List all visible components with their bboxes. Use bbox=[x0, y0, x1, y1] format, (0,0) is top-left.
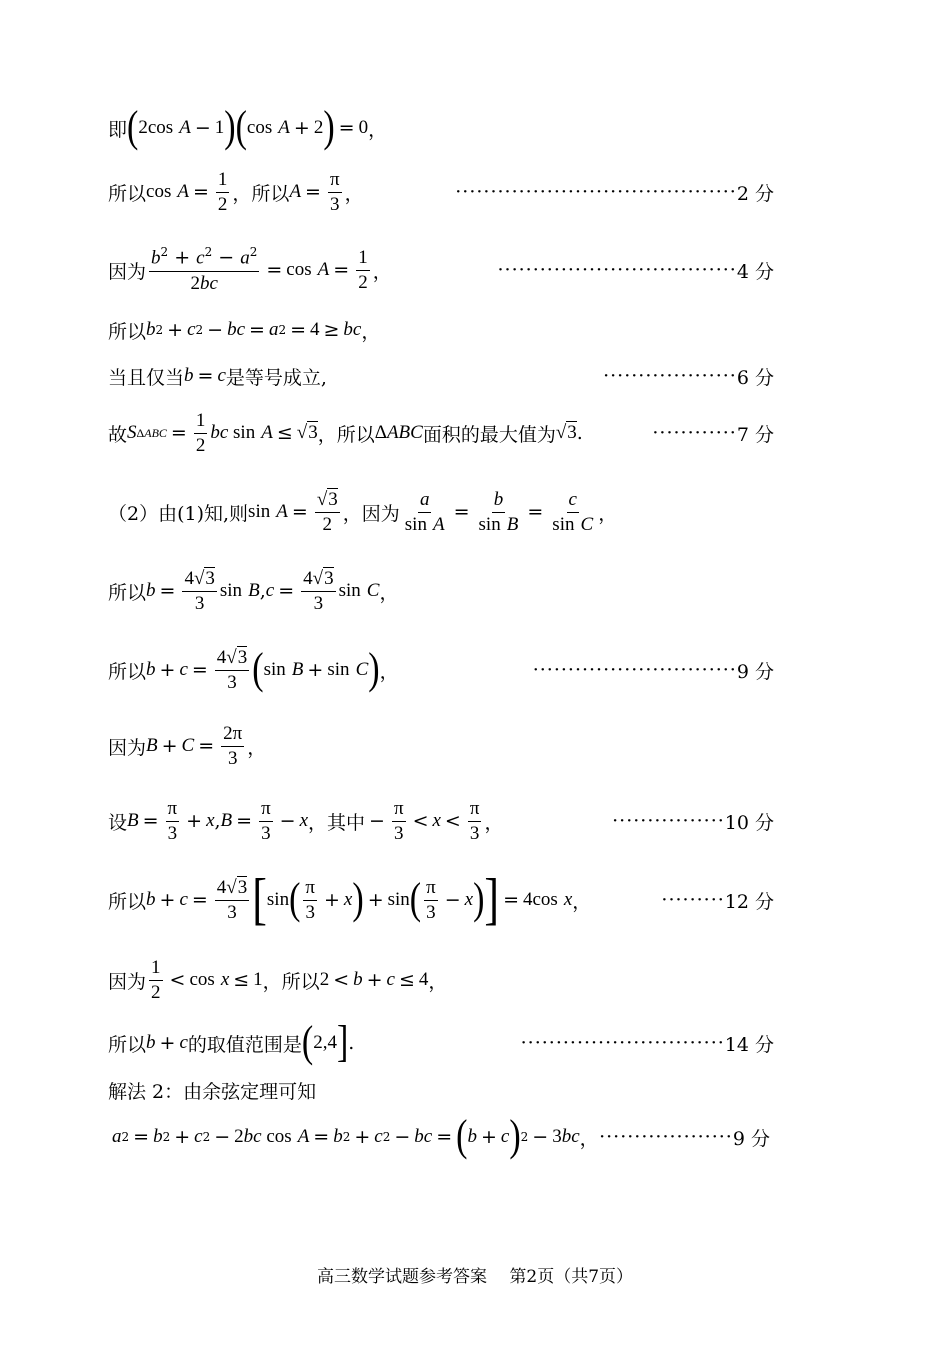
dots: ····························· bbox=[532, 659, 737, 681]
score-label: 6 分 bbox=[736, 366, 774, 389]
text: 即 bbox=[108, 118, 128, 141]
score-label: 9 分 bbox=[736, 660, 774, 683]
text: 所以 bbox=[108, 320, 147, 343]
text: 设 bbox=[108, 811, 128, 834]
score-label: 12 分 bbox=[724, 890, 774, 913]
dots: ····························· bbox=[520, 1032, 725, 1054]
score-11 bbox=[612, 791, 774, 851]
text: 因为 bbox=[108, 970, 147, 993]
text: 当且仅当 bbox=[108, 366, 185, 389]
dots: ········································ bbox=[455, 181, 737, 203]
text: 解法 2：由余弦定理可知 bbox=[108, 1080, 317, 1103]
score-16 bbox=[599, 1107, 770, 1167]
paren: ( bbox=[127, 103, 139, 152]
dots: ··················· bbox=[599, 1126, 733, 1148]
line-2: 所以 cos A = $\frac{1}{2}$ ，所以 A = $\frac{\pi}{3}$ ， bbox=[108, 168, 364, 215]
line-7: （2）由(1)知,则 sin A = $\frac{√3}{2}$ ，因为 $\frac{a}{\text{sin A}}$ = $\frac{b}{\text{sin B}}$ = $\frac{c}{\text{sin C}}$ ， bbox=[108, 488, 618, 535]
dots: ··················· bbox=[603, 365, 737, 387]
text: ，所以 bbox=[262, 970, 320, 993]
text: 的取值范围是 bbox=[187, 1033, 302, 1056]
text: 所以 bbox=[108, 182, 147, 205]
text: （2）由(1)知,则 bbox=[108, 502, 249, 525]
line-4: 所以 b 2 + c 2 − bc = a 2 = 4 ≥ bc ， bbox=[108, 300, 380, 360]
text: 是等号成立, bbox=[225, 366, 327, 389]
score-label: 4 分 bbox=[736, 260, 774, 283]
text: 故 bbox=[108, 423, 128, 446]
score-6 bbox=[652, 403, 774, 463]
line-11: 设 B = $\frac{\pi}{3}$ + x , B = $\frac{\pi}{3}$ − x ，其中 − $\frac{\pi}{3}$ < x < $\frac{\pi}{3}$ ， bbox=[108, 797, 504, 844]
score-9 bbox=[533, 640, 774, 700]
dots: ············ bbox=[652, 422, 737, 444]
dots: ········· bbox=[661, 889, 725, 911]
line-12: 所以 b + c = $\frac{4√3}{3}$ [ sin ( $\frac{\pi}{3}$ + x ) + sin ( $\frac{\pi}{3}$ − x ) ] = 4cos x ， bbox=[108, 867, 592, 932]
line-9: 所以 b + c = $\frac{4√3}{3}$ ( sin B + sin C ) ， bbox=[108, 645, 399, 694]
score-5 bbox=[603, 346, 774, 406]
line-13: 因为 $\frac{1}{2}$ < cos x ≤ 1 ，所以 2 < b + c ≤ 4 ， bbox=[108, 956, 448, 1003]
text: 因为 bbox=[108, 736, 147, 759]
score-14 bbox=[521, 1013, 774, 1073]
line-3: 因为 $\frac{b^2 + c^2 - a^2}{2bc}$ = cos A = $\frac{1}{2}$ ， bbox=[108, 245, 392, 294]
score-label: 14 分 bbox=[724, 1033, 774, 1056]
text: 因为 bbox=[108, 260, 147, 283]
line-16: a 2 = b 2 + c 2 − 2 bc cos A = b 2 + c 2 − bc = ( b + c ) 2 − 3 bc ， bbox=[112, 1112, 599, 1161]
text: ，所以 bbox=[317, 423, 375, 446]
text: 所以 bbox=[108, 581, 147, 604]
text: 所以 bbox=[108, 890, 147, 913]
score-2 bbox=[455, 162, 774, 222]
dots: ················ bbox=[612, 810, 725, 832]
line-6: 故 S ΔABC = $\frac{1}{2}$ bc sin A ≤ √3 ，所以 Δ ABC 面积的最大值为 √3 . bbox=[108, 409, 583, 456]
page-footer: 高三数学试题参考答案 第2页（共7页） bbox=[316, 1267, 634, 1287]
score-3 bbox=[498, 240, 775, 300]
text: ，因为 bbox=[342, 502, 400, 525]
text: 面积的最大值为 bbox=[422, 423, 556, 446]
line-8: 所以 b = $\frac{4√3}{3}$ sin B , c = $\frac{4√3}{3}$ sin C ， bbox=[108, 567, 399, 614]
score-label: 9 分 bbox=[732, 1127, 770, 1150]
line-5: 当且仅当 b = c 是等号成立, bbox=[108, 346, 327, 406]
score-12 bbox=[661, 870, 774, 930]
dots: ·································· bbox=[497, 259, 737, 281]
score-label: 10 分 bbox=[724, 811, 774, 834]
text: 所以 bbox=[108, 660, 147, 683]
line-10: 因为 B + C = $\frac{2\pi}{3}$ ， bbox=[108, 722, 267, 769]
text: ，所以 bbox=[232, 182, 290, 205]
text: ，其中 bbox=[308, 811, 366, 834]
score-label: 2 分 bbox=[736, 182, 774, 205]
line-1: 即 ( 2cos A − 1 ) ( cos A + 2 ) = 0 ， bbox=[108, 103, 388, 152]
line-14: 所以 b + c 的取值范围是 ( 2,4 ] . bbox=[108, 1018, 355, 1067]
text: 所以 bbox=[108, 1033, 147, 1056]
score-label: 7 分 bbox=[736, 423, 774, 446]
